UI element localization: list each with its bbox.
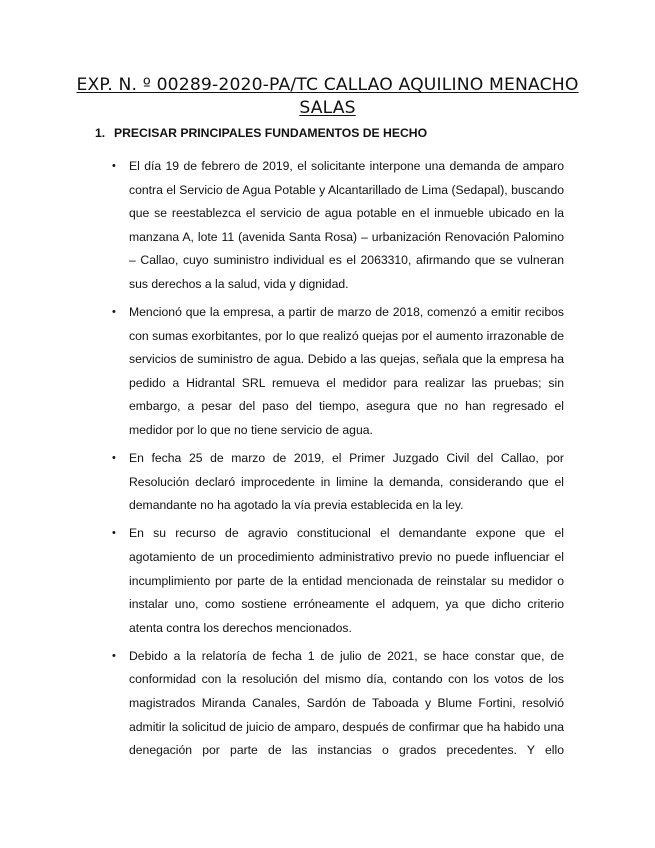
case-title: EXP. N. º 00289-2020-PA/TC CALLAO AQUILINO MENACHO SALAS xyxy=(76,75,579,118)
section-heading-text: PRECISAR PRINCIPALES FUNDAMENTOS DE HECHO xyxy=(114,126,428,140)
list-item-text: Mencionó que la empresa, a partir de marzo de 2018, comenzó a emitir recibos con sumas exorbitantes, por lo que realizó quejas por el aumento irrazonable de servicios de suministro de agua. Debido a las quejas, señala que la empresa ha pedido a Hidrantal SRL remueva el medidor para realizar las pruebas; sin embargo, a pesar del paso del tiempo, asegura que no han regresado el medidor por lo que no tiene servicio de agua. xyxy=(129,305,564,438)
bullet-icon: • xyxy=(112,160,116,172)
list-item-text: El día 19 de febrero de 2019, el solicitante interpone una demanda de amparo contra el Servicio de Agua Potable y Alcantarillado de Lima (Sedapal), buscando que se reestablezca el servicio de agua potable en el inmueble ubicado en la manzana A, lote 11 (avenida Santa Rosa) – urbanización Renovación Palomino – Callao, cuyo suministro individual es el 2063310, afirmando que se vulneran sus derechos a la salud, vida y dignidad. xyxy=(129,159,564,291)
list-item xyxy=(0,522,564,640)
list-item-text: En fecha 25 de marzo de 2019, el Primer Juzgado Civil del Callao, por Resolución declaró improcedente in limine la demanda, considerando que el demandante no ha agotado la vía previa establecida en la ley. xyxy=(129,451,564,513)
section-number: 1. xyxy=(95,126,106,140)
list-item xyxy=(0,301,564,443)
list-item-text: En su recurso de agravio constitucional el demandante expone que el agotamiento de un procedimiento administrativo previo no puede influenciar el incumplimiento por parte de la entidad mencionada de reinstalar su medidor o instalar uno, como sostiene erróneamente el adquem, ya que dicho criterio atenta contra los derechos mencionados. xyxy=(129,526,564,635)
section-heading xyxy=(95,125,427,141)
bullet-icon: • xyxy=(112,649,116,662)
bullet-icon: • xyxy=(112,452,116,465)
facts-list xyxy=(0,155,564,767)
bullet-icon: • xyxy=(112,527,116,540)
list-item xyxy=(0,645,564,763)
list-item xyxy=(0,447,564,518)
list-item-text: Debido a la relatoría de fecha 1 de julio de 2021, se hace constar que, de conformidad con la resolución del mismo día, contando con los votos de los magistrados Miranda Canales, Sardón de Taboada y Blume Fortini, resolvió admitir la solicitud de juicio de amparo, después de confirmar que ha habido una denegación por parte de las instancias o grados precedentes. Y ello xyxy=(129,648,564,758)
bullet-icon: • xyxy=(112,306,116,319)
list-item xyxy=(0,155,564,297)
